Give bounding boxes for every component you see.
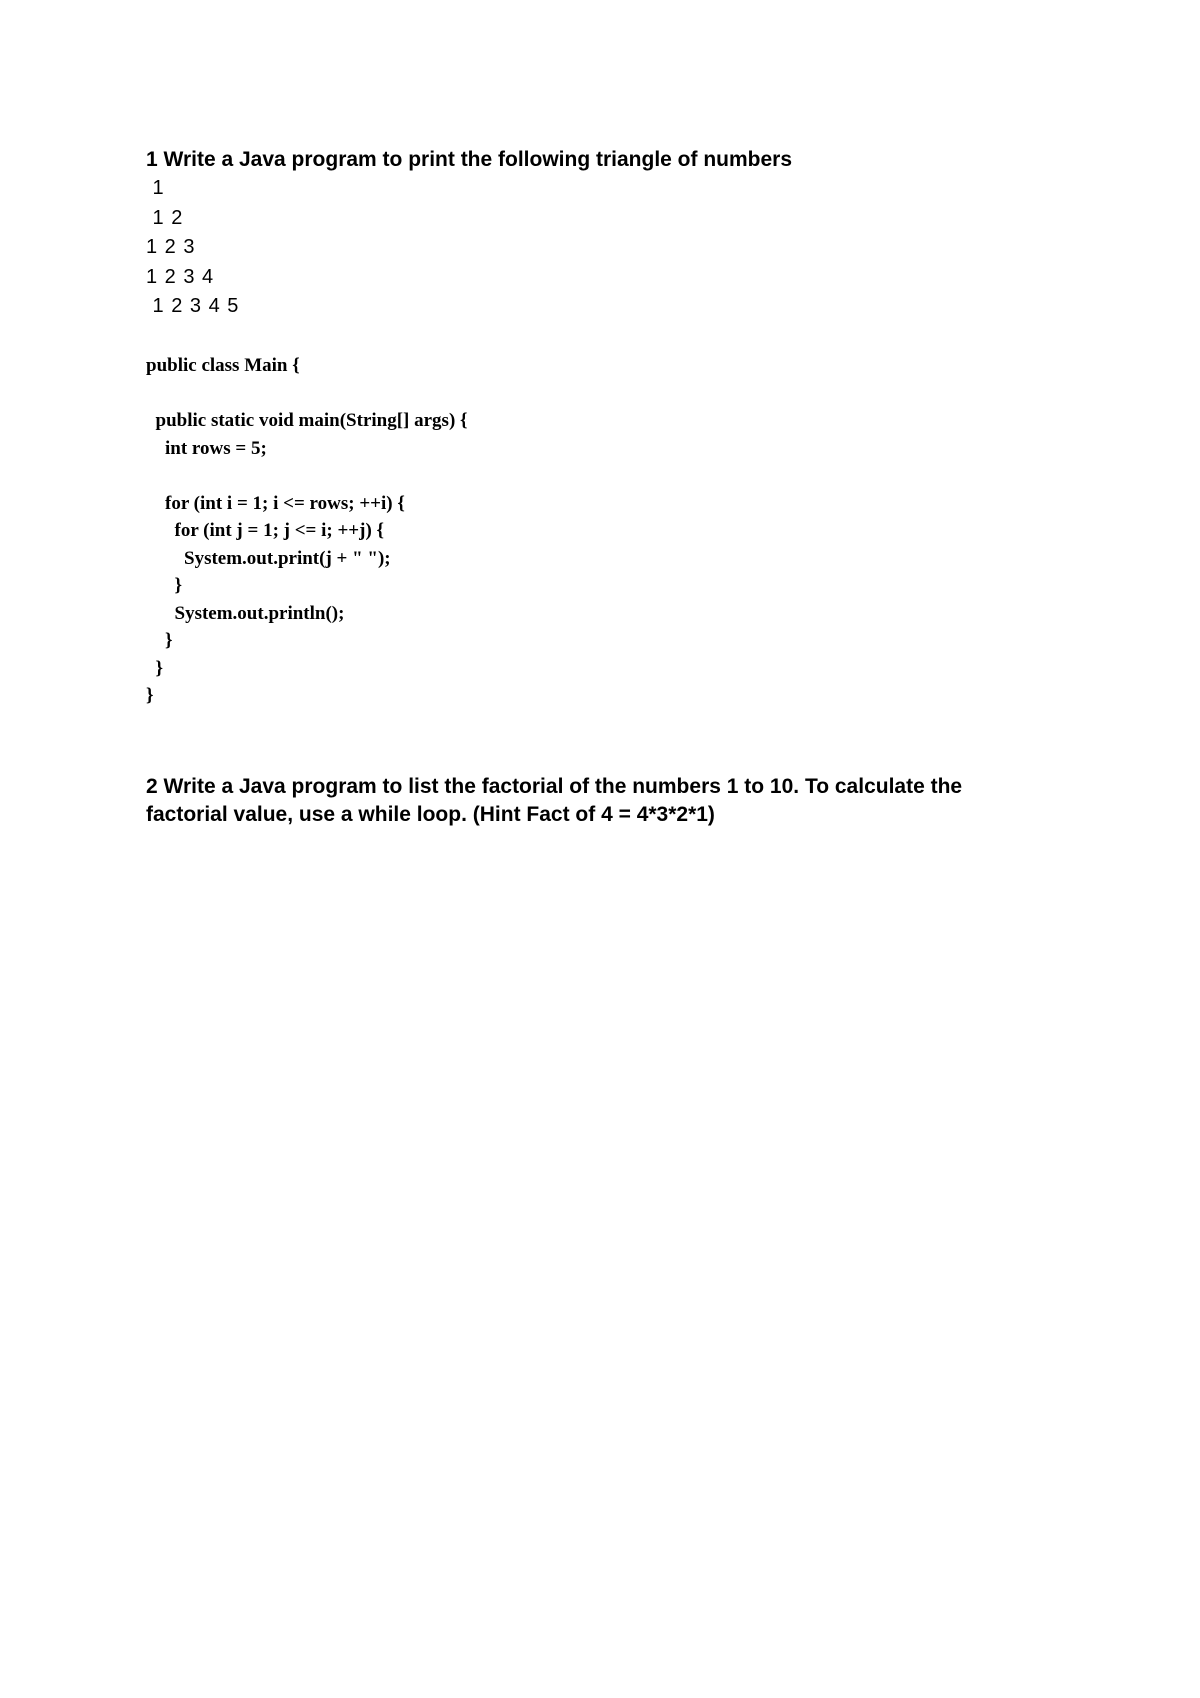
number-triangle [146,174,239,322]
triangle-row: 1 2 3 4 [146,265,215,288]
code-line: } [146,630,173,651]
code-line: for (int i = 1; i <= rows; ++i) { [146,492,405,514]
triangle-row: 1 2 3 4 5 [146,295,240,317]
question-1-text: 1 Write a Java program to print the following triangle of numbers [146,148,793,171]
code-line [146,462,468,490]
code-line: } [146,657,163,679]
triangle-row: 1 [146,177,165,199]
code-line [146,380,468,408]
code-line: int rows = 5; [146,437,267,459]
code-line: System.out.println(); [146,602,345,624]
code-line: } [146,685,154,706]
triangle-row: 1 2 [146,206,184,229]
code-line: public static void main(String[] args) { [146,410,468,431]
code-line: public class Main { [146,355,300,376]
code-line: } [146,575,182,596]
java-code-block [146,352,468,710]
code-line: System.out.print(j + " "); [146,547,391,569]
code-line: for (int j = 1; j <= i; ++j) { [146,520,385,541]
question-2-text: 2 Write a Java program to list the factorial of the numbers 1 to 10. To calculate the factorial value, use a while loop. (Hint Fact of 4 = 4*3*2*1) [146,775,963,826]
triangle-row: 1 2 3 [146,236,196,258]
